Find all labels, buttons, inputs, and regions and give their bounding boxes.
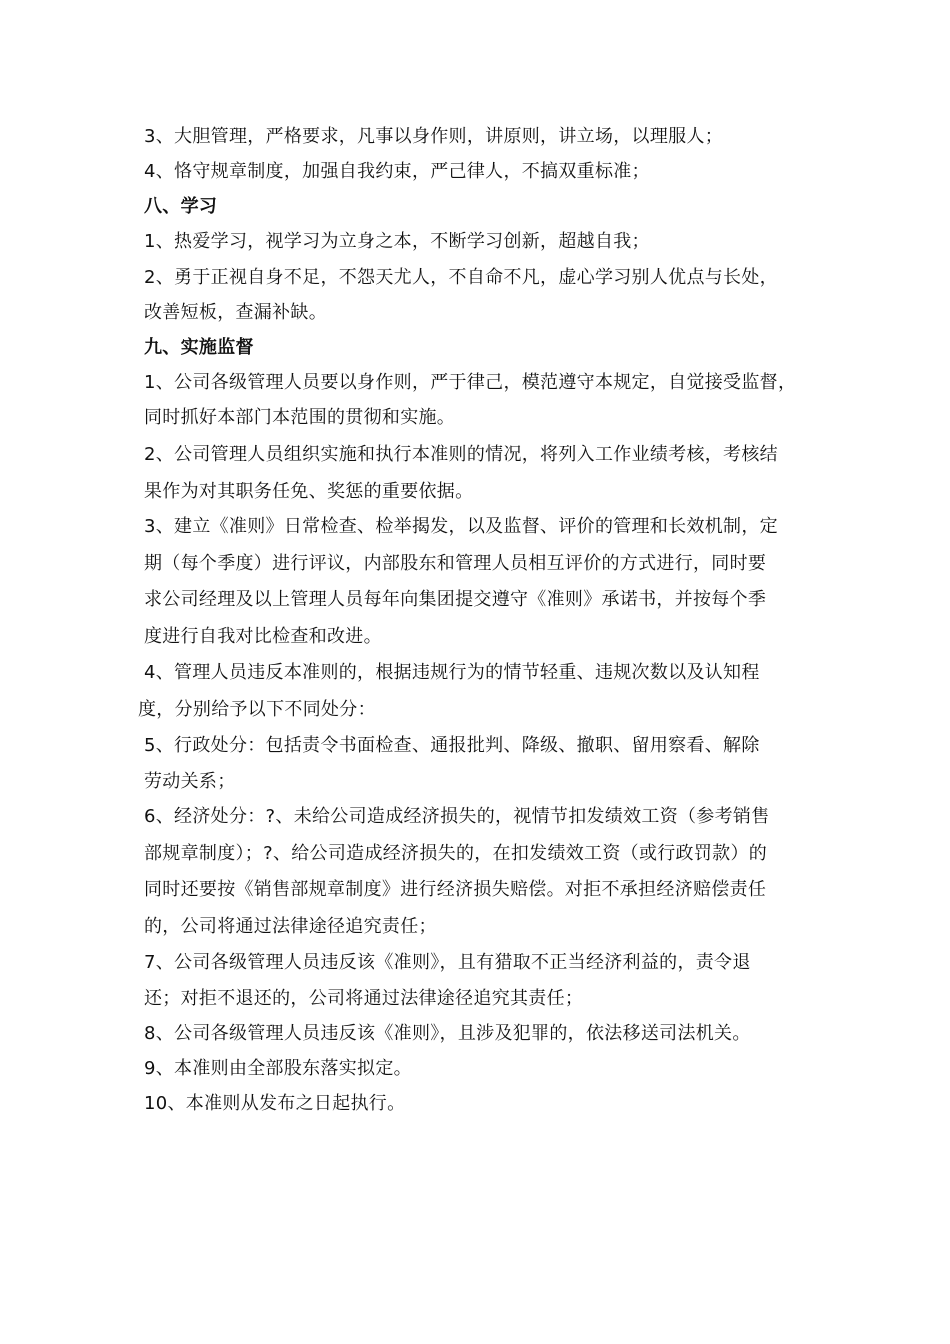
rule-line: 3、建立《准则》日常检查、检举揭发，以及监督、评价的管理和长效机制，定 bbox=[144, 516, 778, 537]
rule-line: 还；对拒不退还的，公司将通过法律途径追究其责任； bbox=[144, 988, 584, 1009]
rule-line: 3、大胆管理，严格要求，凡事以身作则，讲原则，讲立场，以理服人； bbox=[144, 126, 724, 147]
rule-line: 2、勇于正视自身不足，不怨天尤人，不自命不凡，虚心学习别人优点与长处， bbox=[144, 267, 778, 288]
rule-line: 1、公司各级管理人员要以身作则，严于律己，模范遵守本规定，自觉接受监督， bbox=[144, 372, 797, 393]
rule-line: 1、热爱学习，视学习为立身之本，不断学习创新，超越自我； bbox=[144, 231, 650, 252]
rule-line: 10、本准则从发布之日起执行。 bbox=[144, 1093, 406, 1114]
rule-line: 5、行政处分：包括责令书面检查、通报批判、降级、撤职、留用察看、解除 bbox=[144, 735, 760, 756]
rule-line: 求公司经理及以上管理人员每年向集团提交遵守《准则》承诺书，并按每个季 bbox=[144, 589, 767, 610]
rule-line: 的，公司将通过法律途径追究责任； bbox=[144, 916, 437, 937]
rule-line: 果作为对其职务任免、奖惩的重要依据。 bbox=[144, 481, 474, 502]
rule-line: 改善短板，查漏补缺。 bbox=[144, 302, 327, 323]
rule-line: 4、管理人员违反本准则的，根据违规行为的情节轻重、违规次数以及认知程 bbox=[144, 662, 760, 683]
rule-line: 7、公司各级管理人员违反该《准则》，且有猎取不正当经济利益的，责令退 bbox=[144, 952, 751, 973]
rule-line: 度，分别给予以下不同处分： bbox=[138, 699, 376, 720]
rule-line: 同时还要按《销售部规章制度》进行经济损失赔偿。对拒不承担经济赔偿责任 bbox=[144, 879, 767, 900]
section-heading-supervision: 九、实施监督 bbox=[144, 337, 254, 358]
rule-line: 同时抓好本部门本范围的贯彻和实施。 bbox=[144, 407, 456, 428]
section-heading-learning: 八、学习 bbox=[144, 196, 218, 217]
rule-line: 部规章制度）；?、给公司造成经济损失的，在扣发绩效工资（或行政罚款）的 bbox=[144, 843, 768, 864]
rule-line: 劳动关系； bbox=[144, 771, 236, 792]
rule-line: 8、公司各级管理人员违反该《准则》，且涉及犯罪的，依法移送司法机关。 bbox=[144, 1023, 751, 1044]
rule-line: 9、本准则由全部股东落实拟定。 bbox=[144, 1058, 412, 1079]
rule-line: 期（每个季度）进行评议，内部股东和管理人员相互评价的方式进行，同时要 bbox=[144, 553, 767, 574]
rule-line: 2、公司管理人员组织实施和执行本准则的情况，将列入工作业绩考核，考核结 bbox=[144, 444, 778, 465]
rule-line: 6、经济处分：?、未给公司造成经济损失的，视情节扣发绩效工资（参考销售 bbox=[144, 806, 770, 827]
rule-line: 度进行自我对比检查和改进。 bbox=[144, 626, 382, 647]
rule-line: 4、恪守规章制度，加强自我约束，严己律人，不搞双重标准； bbox=[144, 161, 650, 182]
